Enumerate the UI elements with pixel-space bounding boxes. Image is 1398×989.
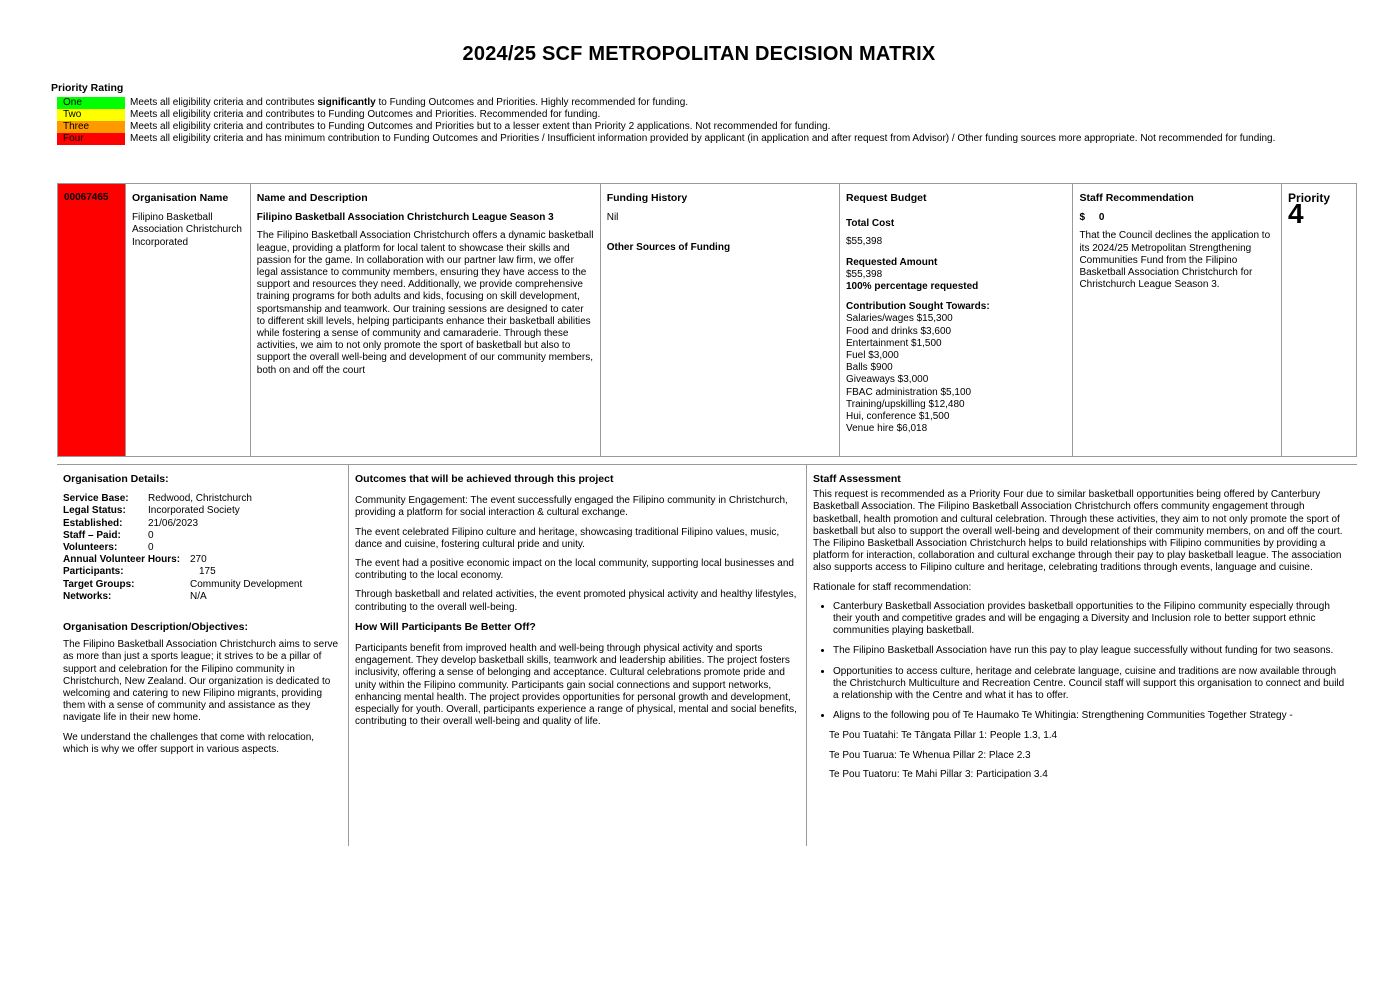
requested-amount-value: $55,398 xyxy=(846,268,883,280)
priority-row-one xyxy=(57,97,1327,109)
better-off-text: Participants benefit from improved health and well-being through physical activity and sports engagement. They develop basketball skills, teamwork and leadership abilities. The project fosters inclusivity, offering a sense of belonging and acceptance. Cultural celebrations promote pride and unity within the Filipino community. Participants gain social connections and support networks, enhancing mental health. The project provides opportunities for personal growth and development, especially for youth. Overall, participants experience a range of physical, mental and social benefits, contributing to their overall well-being and quality of life. xyxy=(355,643,797,728)
org-field-row: Networks: N/A xyxy=(63,590,207,602)
org-details-fields xyxy=(63,493,342,603)
contribution-item: Entertainment $1,500 xyxy=(846,337,942,349)
priority-swatch-three: Three xyxy=(57,121,125,133)
priority-swatch-one: One xyxy=(57,97,125,109)
priority-rating-legend xyxy=(57,97,1327,145)
contribution-item: Fuel $3,000 xyxy=(846,350,899,362)
priority-desc-three: Meets all eligibility criteria and contributes to Funding Outcomes and Priorities but to a lesser extent than Priority 2 applications. Not recommended for funding. xyxy=(130,121,831,132)
application-summary-table xyxy=(57,183,1357,457)
priority-header: Priority xyxy=(1288,191,1331,205)
contribution-item: Venue hire $6,018 xyxy=(846,423,928,435)
priority-desc-two: Meets all eligibility criteria and contributes to Funding Outcomes and Priorities. Recommended for funding. xyxy=(130,109,601,120)
org-field-row: Legal Status: Incorporated Society xyxy=(63,505,240,517)
priority-rating-heading: Priority Rating xyxy=(51,82,124,94)
priority-swatch-four: Four xyxy=(57,133,125,145)
org-description-text: We understand the challenges that come with relocation, which is why we offer support in various aspects. xyxy=(63,731,315,755)
name-description-header: Name and Description xyxy=(256,192,368,204)
rationale-list xyxy=(813,601,1351,723)
staff-recommendation-cell xyxy=(1073,184,1282,457)
contribution-list xyxy=(846,313,1066,435)
pou-item: Te Pou Tuatahi: Te Tāngata Pillar 1: People 1.3, 1.4 xyxy=(829,730,1058,742)
org-field-row: Participants: 175 xyxy=(63,566,216,578)
contribution-item: Salaries/wages $15,300 xyxy=(846,313,953,325)
priority-desc-four: Meets all eligibility criteria and has minimum contribution to Funding Outcomes and Priorities / Insufficient information provided by applicant (in application and after request from Advisor) / Other funding sources more appropriate. Not recommended for funding. xyxy=(130,133,1276,144)
contribution-item: FBAC administration $5,100 xyxy=(846,386,972,398)
rationale-item: • Canterbury Basketball Association provides basketball opportunities to the Filipino community especially through their youth and competitive grades and will be engaging a Diversity and Inclusion role to better support ethnic communities playing basketball. xyxy=(833,601,1351,638)
project-description: The Filipino Basketball Association Christchurch offers a dynamic basketball league, providing a platform for local talent to showcase their skills and passion for the game. In collaboration with our partner law firm, we offer legal assistance to community members, ensuring they have access to the support and resources they need. Additionally, we provide comprehensive training programs for both adults and kids, focusing on skill development, sportsmanship and teamwork. Our training sessions are designed to cater to different skill levels, helping participants enhance their basketball abilities while fostering a sense of community and camaraderie. Through these activities, we aim to not only promote the sport of basketball but also to support the overall well-being and development of our community members, both on and off the court xyxy=(256,230,594,376)
funding-history-header: Funding History xyxy=(606,192,688,204)
total-cost-value: $55,398 xyxy=(846,236,883,248)
rationale-item: • Aligns to the following pou of Te Haumako Te Whitingia: Strengthening Communities Together Strategy - xyxy=(833,710,1351,722)
priority-row-four xyxy=(57,133,1327,145)
org-name: Filipino Basketball Association Christchurch Incorporated xyxy=(131,212,242,248)
details-section xyxy=(57,465,1357,846)
organisation-details-column xyxy=(57,465,348,846)
outcome-paragraph: The event celebrated Filipino culture and heritage, showcasing traditional Filipino values, music, dance and cuisine, fostering cultural pride and unity. xyxy=(355,526,780,550)
better-off-heading: How Will Participants Be Better Off? xyxy=(355,620,536,633)
page-title: 2024/25 SCF METROPOLITAN DECISION MATRIX xyxy=(462,43,936,65)
outcome-paragraph: Through basketball and related activities, the event promoted physical activity and healthy lifestyles, contributing to the overall well-being. xyxy=(355,589,797,613)
pou-item: Te Pou Tuarua: Te Whenua Pillar 2: Place 2.3 xyxy=(829,749,1031,761)
org-description-heading: Organisation Description/Objectives: xyxy=(63,621,248,634)
org-details-heading: Organisation Details: xyxy=(63,473,169,485)
priority-row-three xyxy=(57,121,1327,133)
rationale-item: • Opportunities to access culture, heritage and celebrate language, cuisine and traditions are now available through the Christchurch Multiculture and Recreation Centre. Council staff will support this organisation to connect and build a relationship with the Centre and what it has to offer. xyxy=(833,666,1351,703)
org-name-header: Organisation Name xyxy=(131,192,229,204)
outcomes-column xyxy=(348,465,806,846)
total-cost-label: Total Cost xyxy=(846,218,895,230)
org-field-row: Established: 21/06/2023 xyxy=(63,517,199,529)
priority-swatch-two: Two xyxy=(57,109,125,121)
percentage-requested: 100% percentage requested xyxy=(846,281,979,293)
outcome-paragraph: Community Engagement: The event successfully engaged the Filipino community in Christchurch, providing a platform for social interaction & cultural exchange. xyxy=(355,495,788,519)
funding-history-value: Nil xyxy=(606,212,619,224)
rationale-heading: Rationale for staff recommendation: xyxy=(813,581,972,593)
funding-history-cell xyxy=(600,184,839,457)
staff-assessment-column xyxy=(806,465,1357,846)
contribution-label: Contribution Sought Towards: xyxy=(846,301,990,313)
contribution-item: Giveaways $3,000 xyxy=(846,374,929,386)
priority-row-two xyxy=(57,109,1327,121)
org-field-row: Annual Volunteer Hours: 270 xyxy=(63,554,207,566)
contribution-item: Balls $900 xyxy=(846,362,893,374)
request-budget-header: Request Budget xyxy=(846,192,927,204)
application-id-cell xyxy=(58,184,126,457)
staff-recommendation-header: Staff Recommendation xyxy=(1079,192,1194,204)
staff-assessment-heading: Staff Assessment xyxy=(813,473,901,485)
other-sources-header: Other Sources of Funding xyxy=(606,242,731,254)
org-field-row: Volunteers: 0 xyxy=(63,542,154,554)
outcomes-heading: Outcomes that will be achieved through this project xyxy=(355,473,614,485)
project-name: Filipino Basketball Association Christchurch League Season 3 xyxy=(256,212,554,224)
pou-item: Te Pou Tuatoru: Te Mahi Pillar 3: Participation 3.4 xyxy=(829,768,1048,780)
staff-assessment-text: This request is recommended as a Priority Four due to similar basketball opportunities being offered by Canterbury Basketball Association. The Filipino Basketball Association Christchurch offers community engagement through basketball, health promotion and cultural celebration. Through these activities, they aim to not only promote the sport of basketball but also to support the overall well-being and development of their community members, on and off the court. The Filipino Basketball Association Christchurch helps to build relationships with Filipino communities by providing a platform for interaction, collaboration and cultural exchange through their pay to play basketball league. The association also supports access to Filipino culture and heritage, celebrating traditions through events, language and cuisine. xyxy=(813,489,1343,574)
requested-amount-label: Requested Amount xyxy=(846,256,938,268)
org-name-cell xyxy=(125,184,250,457)
application-id: 00067465 xyxy=(64,192,109,203)
org-description-text: The Filipino Basketball Association Christchurch aims to serve as more than just a sports league; it strives to be a pillar of support and celebration for the Filipino community in Christchurch, New Zealand. Our organization is dedicated to welcoming and catering to new Filipino migrants, providing them with a sense of community and assistance as they navigate life in their new home. xyxy=(63,639,339,724)
contribution-item: Hui, conference $1,500 xyxy=(846,411,950,423)
name-description-cell xyxy=(250,184,600,457)
contribution-item: Food and drinks $3,600 xyxy=(846,325,952,337)
priority-desc-one: Meets all eligibility criteria and contributes significantly to Funding Outcomes and Priorities. Highly recommended for funding. xyxy=(130,97,689,108)
outcome-paragraph: The event had a positive economic impact on the local community, supporting local businesses and contributing to the local economy. xyxy=(355,558,794,582)
contribution-item: Training/upskilling $12,480 xyxy=(846,398,965,410)
rationale-item: • The Filipino Basketball Association have run this pay to play league successfully without funding for two seasons. xyxy=(833,645,1351,657)
priority-value: 4 xyxy=(1288,198,1304,230)
staff-recommendation-amount: $ 0 xyxy=(1079,212,1105,224)
org-field-row: Target Groups: Community Development xyxy=(63,578,303,590)
request-budget-cell xyxy=(840,184,1073,457)
staff-recommendation-text: That the Council declines the application to its 2024/25 Metropolitan Strengthening Communities Fund from the Filipino Basketball Association Christchurch for Christchurch League Season 3. xyxy=(1079,230,1271,291)
org-field-row: Service Base: Redwood, Christchurch xyxy=(63,493,252,505)
priority-cell xyxy=(1282,184,1357,457)
org-field-row: Staff – Paid: 0 xyxy=(63,529,154,541)
